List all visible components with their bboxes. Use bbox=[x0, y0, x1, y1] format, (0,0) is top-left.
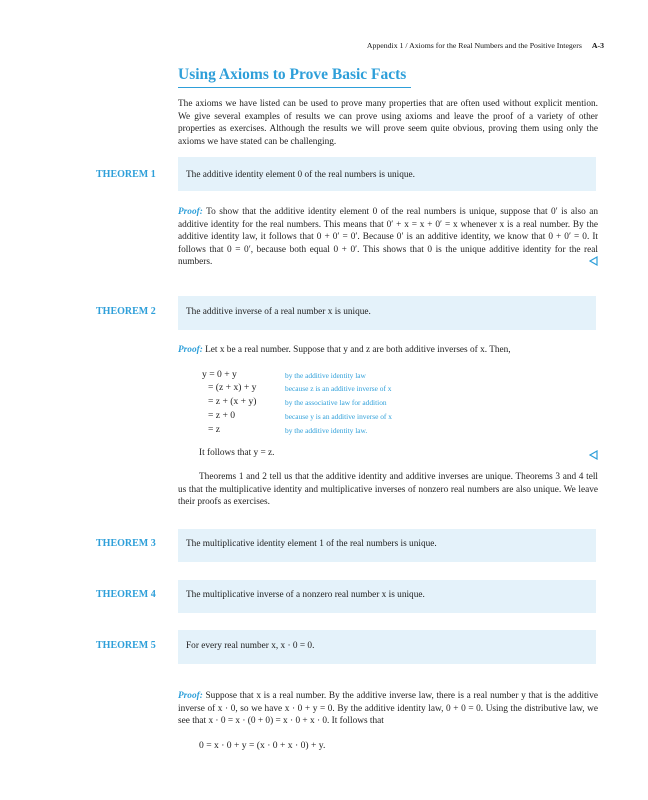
theorem-3-statement: The multiplicative identity element 1 of the real numbers is unique. bbox=[186, 539, 437, 549]
proof-5-equation: 0 = x · 0 + y = (x · 0 + x · 0) + y. bbox=[199, 740, 326, 751]
running-head bbox=[367, 41, 604, 50]
section-title: Using Axioms to Prove Basic Facts bbox=[178, 66, 407, 83]
theorem-4-box bbox=[178, 580, 596, 613]
derivation-step-2: = (z + x) + y bbox=[208, 382, 257, 393]
proof-2-label: Proof: bbox=[178, 345, 203, 355]
theorem-2-statement: The additive inverse of a real number x is unique. bbox=[186, 307, 371, 317]
proof-5 bbox=[178, 690, 598, 728]
theorem-1-label: THEOREM 1 bbox=[96, 169, 156, 180]
running-head-text: Appendix 1 / Axioms for the Real Numbers and the Positive Integers bbox=[366, 41, 582, 50]
proof-2-conclusion: It follows that y = z. bbox=[199, 448, 275, 458]
proof-2-intro-text: Let x be a real number. Suppose that y and z are both additive inverses of x. Then, bbox=[205, 345, 511, 355]
proof-5-label: Proof: bbox=[178, 691, 203, 701]
theorem-2-box bbox=[178, 296, 596, 330]
end-of-proof-1-icon bbox=[589, 256, 598, 266]
derivation-step-4: = z + 0 bbox=[208, 410, 236, 421]
derivation-note-2: because z is an additive inverse of x bbox=[285, 384, 392, 393]
theorem-5-statement: For every real number x, x · 0 = 0. bbox=[186, 641, 315, 651]
end-of-proof-2-icon bbox=[589, 450, 598, 460]
theorem-5-label: THEOREM 5 bbox=[96, 640, 156, 651]
theorem-2-label: THEOREM 2 bbox=[96, 306, 156, 317]
theorem-4-statement: The multiplicative inverse of a nonzero real number x is unique. bbox=[186, 590, 425, 600]
proof-1-label: Proof: bbox=[178, 207, 203, 217]
derivation-step-5: = z bbox=[208, 424, 221, 435]
bridge-paragraph: Theorems 1 and 2 tell us that the additive identity and additive inverses are unique. Theorems 3 and 4 tell us that the multiplicative identity and multiplicative inverses of nonzero real numbers are also unique. We leave their proofs as exercises. bbox=[178, 472, 598, 508]
proof-1-text: To show that the additive identity element 0 of the real numbers is unique, suppose that 0′ is also an additive identity for the real numbers. This means that 0′ + x = x + 0′ = x whenever x is a real number. By the additive identity law, it follows that 0 + 0′ = 0′. Because 0′ is an additive identity, we know that 0 + 0′ = 0. It follows that 0 = 0′, because both equal 0 + 0′. This shows that 0 is the unique additive identity for the real numbers. bbox=[178, 207, 598, 268]
derivation-step-3: = z + (x + y) bbox=[208, 396, 257, 407]
theorem-3-label: THEOREM 3 bbox=[96, 538, 156, 549]
derivation-note-1: by the additive identity law bbox=[285, 371, 366, 380]
theorem-1-box bbox=[178, 157, 596, 191]
derivation-step-1: y = 0 + y bbox=[202, 369, 237, 380]
derivation-note-3: by the associative law for addition bbox=[285, 398, 387, 407]
proof-1 bbox=[178, 206, 598, 269]
derivation-note-4: because y is an additive inverse of x bbox=[285, 412, 392, 421]
proof-5-text: Suppose that x is a real number. By the additive inverse law, there is a real number y that is the additive inverse of x · 0, so we have x · 0 + y = 0. By the additive identity law, 0 + 0 = 0. Using the distributive law, we see that x · 0 = x · (0 + 0) = x · 0 + x · 0. It follows that bbox=[178, 691, 599, 727]
proof-2-intro bbox=[178, 345, 511, 355]
theorem-5-box bbox=[178, 630, 596, 664]
theorem-4-label: THEOREM 4 bbox=[96, 589, 156, 600]
theorem-1-statement: The additive identity element 0 of the real numbers is unique. bbox=[186, 170, 415, 180]
title-underline bbox=[178, 87, 411, 88]
derivation-note-5: by the additive identity law. bbox=[285, 426, 368, 435]
theorem-3-box bbox=[178, 529, 596, 562]
page-number: A-3 bbox=[591, 41, 604, 50]
intro-paragraph: The axioms we have listed can be used to prove many properties that are often used without explicit mention. We give several examples of results we can prove using axioms and leave the proof of a variety of other properties as exercises. Although the results we will prove seem quite obvious, proving them using only the axioms we have stated can be challenging. bbox=[178, 99, 598, 147]
